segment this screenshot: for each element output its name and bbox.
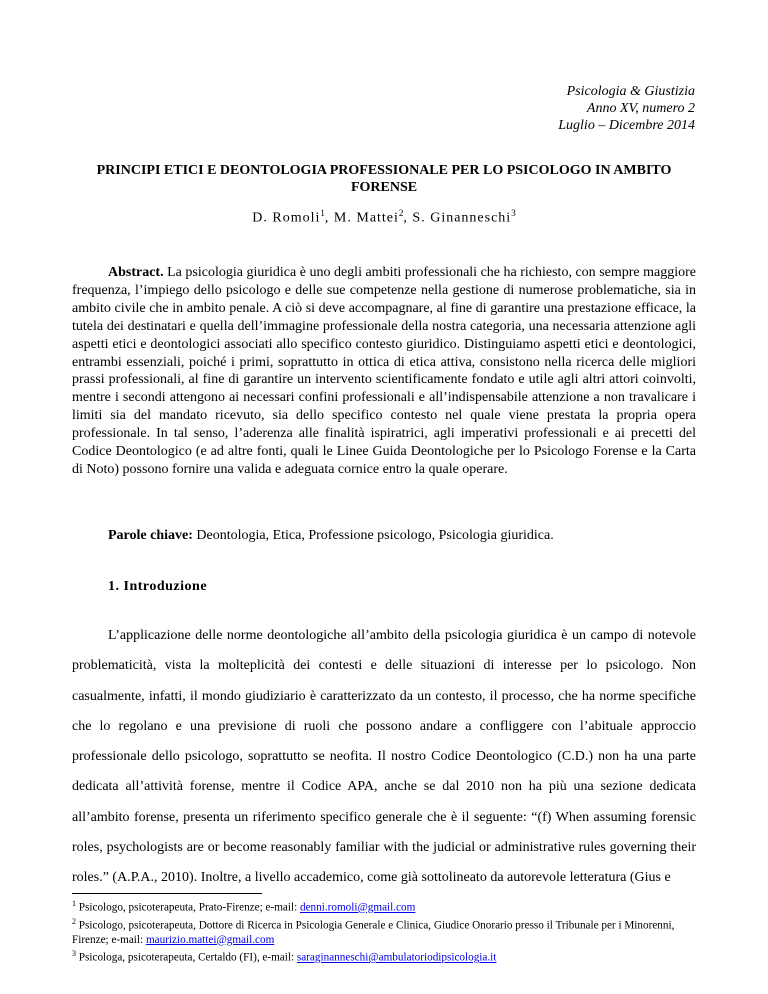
section-body: L’applicazione delle norme deontologiche all’ambito della psicologia giuridica è un campo di notevole problematicità, vista la molteplicità dei contesti e delle situazioni di interesse per lo psicologo. Non casualmente, infatti, il mondo giudiziario è caratterizzato da un contesto, il processo, che ha norme specifiche che lo regolano e una previsione di ruoli che possono andare a confliggere con l’abituale approccio professionale dello psicologo, soprattutto se neofita. Il nostro Codice Deontologico (C.D.) non ha una parte dedicata all’attività forense, mentre il Codice APA, anche se dal 2010 non ha più una sezione dedicata all’ambito forense, presenta un riferimento specifico generale che è il seguente: “(f) When assuming forensic roles, psychologists are or become reasonably familiar with the judicial or administrative rules governing their roles.” (A.P.A., 2010). Inoltre, a livello accademico, come già sottolineato da autorevole letteratura (Gius e: [72, 628, 696, 886]
keywords: [72, 528, 696, 544]
footnote-divider: [72, 893, 262, 894]
author-name: M. Mattei: [333, 210, 399, 226]
author-separator: ,: [403, 210, 413, 226]
footnotes: [72, 897, 696, 966]
author-name: D. Romoli: [252, 210, 321, 226]
author-name: S. Ginanneschi: [412, 210, 512, 226]
author-footnote-ref[interactable]: 1: [320, 208, 325, 218]
footnote-text: Psicologo, psicoterapeuta, Dottore di Ricerca in Psicologia Generale e Clinica, Giudice Onorario presso il Tribunale per i Minorenni, Firenze; e-mail:: [72, 920, 675, 946]
section-heading: 1. Introduzione: [108, 579, 208, 594]
footnote-text: Psicologa, psicoterapeuta, Certaldo (FI), e-mail:: [78, 951, 297, 964]
author-footnote-ref[interactable]: 3: [511, 208, 516, 218]
journal-issue: Anno XV, numero 2: [586, 101, 695, 116]
email-link[interactable]: denni.romoli@gmail.com: [300, 901, 416, 914]
abstract-text: La psicologia giuridica è uno degli ambiti professionali che ha richiesto, con sempre maggiore frequenza, l’impiego dello psicologo e delle sue competenze nella gestione di numerose problematiche, sia in ambito civile che in ambito penale. A ciò si deve accompagnare, al fine di garantire una prestazione efficace, la tutela dei destinatari e quella dell’immagine professionale della nostra categoria, una necessaria attenzione agli aspetti etici e deontologici associati allo specifico contesto giuridico. Distinguiamo aspetti etici e deontologici, entrambi essenziali, poiché i primi, soprattutto in ottica di etica attiva, consistono nella ricerca delle migliori prassi professionali, al fine di garantire un intervento scientificamente fondato e utile agli altri attori coinvolti, mentre i secondi attengono ai necessari confini professionali e all’indispensabile attenzione a non travalicare i limiti sia del mandato ricevuto, sia dello specifico contesto nel quale viene prestata la propria opera professionale. In tal senso, l’aderenza alle finalità ispiratrici, agli imperativi professionali e ai precetti del Codice Deontologico (e ad altre fonti, quali le Linee Guida Deontologiche per lo Psicologo Forense e la Carta di Noto) possono fornire una valida e adeguata cornice entro la quale operare.: [72, 265, 696, 477]
footnote-text: Psicologo, psicoterapeuta, Prato-Firenze; e-mail:: [78, 901, 300, 914]
footnote-item: [72, 897, 696, 915]
footnote-item: [72, 947, 696, 965]
keywords-label: Parole chiave:: [108, 528, 193, 543]
footnote-number: 1: [72, 899, 76, 908]
author-separator: ,: [324, 210, 334, 226]
author-footnote-ref[interactable]: 2: [398, 208, 404, 218]
paper-title: PRINCIPI ETICI E DEONTOLOGIA PROFESSIONALE PER LO PSICOLOGO IN AMBITO FORENSE: [96, 163, 672, 195]
footnote-number: 2: [72, 917, 76, 927]
abstract-label: Abstract.: [108, 265, 164, 280]
keywords-text: Deontologia, Etica, Professione psicologo, Psicologia giuridica.: [196, 528, 554, 543]
journal-period: Luglio – Dicembre 2014: [558, 118, 695, 133]
email-link[interactable]: saraginanneschi@ambulatoriodipsicologia.it: [296, 951, 497, 964]
footnote-number: 3: [72, 949, 76, 959]
journal-name: Psicologia & Giustizia: [566, 84, 695, 99]
footnote-item: [72, 915, 696, 947]
author-list: [90, 208, 678, 227]
email-link[interactable]: maurizio.mattei@gmail.com: [145, 933, 275, 946]
journal-header: [558, 83, 695, 134]
abstract: [72, 264, 696, 479]
